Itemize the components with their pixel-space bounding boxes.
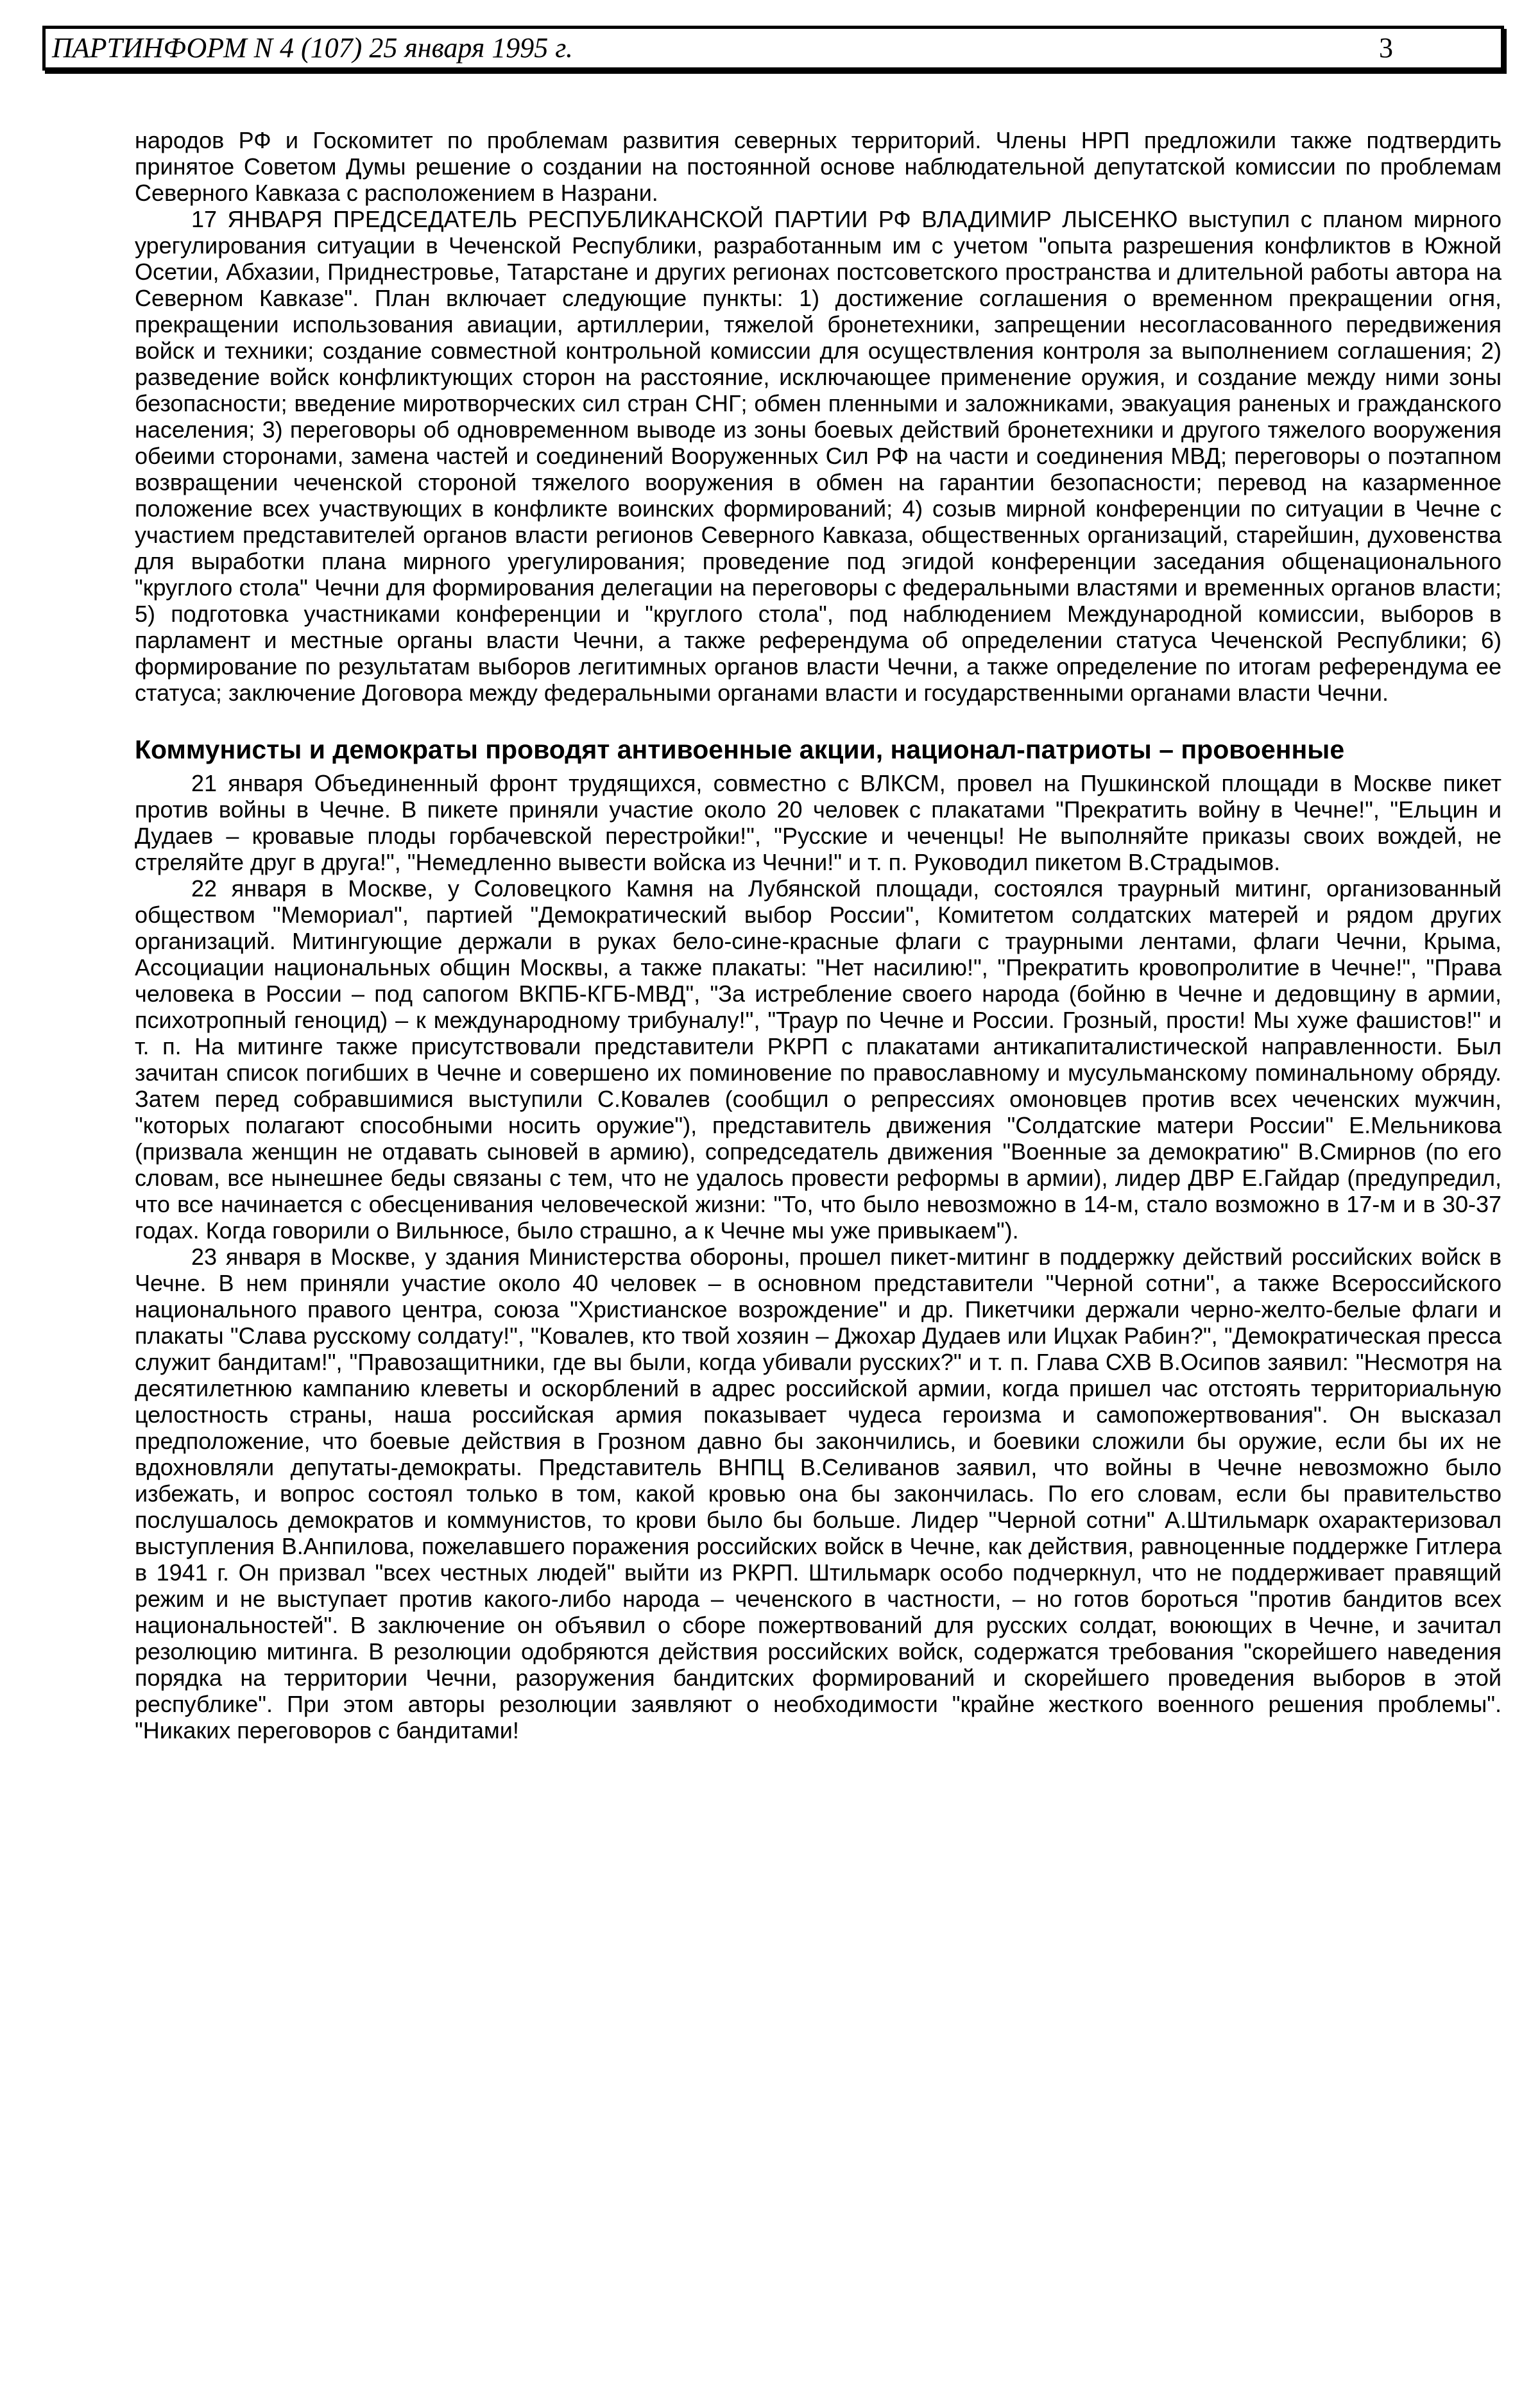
paragraph-continuation: народов РФ и Госкомитет по проблемам развития северных территорий. Члены НРП предложили также подтвердить принятое Советом Думы решение о создании на постоянной основе наблюдательной депутатской комиссии по проблемам Северного Кавказа с расположением в Назрани.: [135, 127, 1502, 206]
section-heading: Коммунисты и демократы проводят антивоенные акции, национал-патриоты – провоенные: [135, 735, 1345, 764]
page-header: [42, 26, 1504, 71]
publication-title: ПАРТИНФОРМ N 4 (107) 25 января 1995 г.: [52, 32, 573, 64]
paragraph-jan-23: 23 января в Москве, у здания Министерства обороны, прошел пикет-митинг в поддержку действий российских войск в Чечне. В нем приняли участие около 40 человек – в основном представители "Черной сотни", а также Всероссийского национального правого центра, союза "Христианское возрождение" и др. Пикетчики держали черно-желто-белые флаги и плакаты "Слава русскому солдату!", "Ковалев, кто твой хозяин – Джохар Дудаев или Ицхак Рабин?", "Демократическая пресса служит бандитам!", "Правозащитники, где вы были, когда убивали русских?" и т. п. Глава СХВ В.Осипов заявил: "Несмотря на десятилетнюю кампанию клеветы и оскорблений в адрес российской армии, когда пришел час отстоять территориальную целостность страны, наша российская армия показывает чудеса героизма и самопожертвования". Он высказал предположение, что боевые действия в Грозном давно бы закончились, и боевики сложили бы оружие, если бы их не вдохновляли депутаты-демократы. Представитель ВНПЦ В.Селиванов заявил, что войны в Чечне невозможно было избежать, и вопрос состоял только в том, какой кровью она бы закончилась. По его словам, если бы правительство послушалось демократов и коммунистов, то крови было бы больше. Лидер "Черной сотни" А.Штильмарк охарактеризовал выступления В.Анпилова, пожелавшего поражения российских войск в Чечне, как действия, равноценные поддержке Гитлера в 1941 г. Он призвал "всех честных людей" выйти из РКРП. Штильмарк особо подчеркнул, что не поддерживает правящий режим и не выступает против какого-либо народа – чеченского в частности, – но готов бороться "против бандитов всех национальностей". В заключение он объявил о сборе пожертвований для русских солдат, воюющих в Чечне, и зачитал резолюцию митинга. В резолюции одобряются действия российских войск, содержатся требования "скорейшего наведения порядка на территории Чечни, разоружения бандитских формирований и скорейшего проведения выборов в этой республике". При этом авторы резолюции заявляют о необходимости "крайне жесткого военного решения проблемы". "Никаких переговоров с бандитами!: [135, 1244, 1502, 1744]
article-body: [135, 127, 1502, 1744]
page-number: 3: [1379, 32, 1393, 64]
paragraph-lysenko-plan: 17 ЯНВАРЯ ПРЕДСЕДАТЕЛЬ РЕСПУБЛИКАНСКОЙ ПАРТИИ РФ ВЛАДИМИР ЛЫСЕНКО выступил с планом мирного урегулирования ситуации в Чеченской Республики, разработанным им с учетом "опыта разрешения конфликтов в Южной Осетии, Абхазии, Приднестровье, Татарстане и других регионах постсоветского пространства и длительной работы автора на Северном Кавказе". План включает следующие пункты: 1) достижение соглашения о временном прекращении огня, прекращении использования авиации, артиллерии, тяжелой бронетехники, запрещении несогласованного передвижения войск и техники; создание совместной контрольной комиссии для осуществления контроля за выполнением соглашения; 2) разведение войск конфликтующих сторон на расстояние, исключающее применение оружия, и создание между ними зоны безопасности; введение миротворческих сил стран СНГ; обмен пленными и заложниками, эвакуация раненых и гражданского населения; 3) переговоры об одновременном выводе из зоны боевых действий бронетехники и другого тяжелого вооружения обеими сторонами, замена частей и соединений Вооруженных Сил РФ на части и соединения МВД; переговоры о поэтапном возвращении чеченской стороной тяжелого вооружения в обмен на гарантии безопасности; перевод на казарменное положение всех участвующих в конфликте воинских формирований; 4) созыв мирной конференции по ситуации в Чечне с участием представителей органов власти регионов Северного Кавказа, общественных организаций, старейшин, духовенства для выработки плана мирного урегулирования; проведение под эгидой конференции заседания общенационального "круглого стола" Чечни для формирования делегации на переговоры с федеральными властями и временных органов власти; 5) подготовка участниками конференции и "круглого стола", под наблюдением Международной комиссии, выборов в парламент и местные органы власти Чечни, а также референдума об определении статуса Чеченской Республики; 6) формирование по результатам выборов легитимных органов власти Чечни, а также определение по итогам референдума ее статуса; заключение Договора между федеральными органами власти и государственными органами власти Чечни.: [135, 206, 1502, 706]
paragraph-jan-22: 22 января в Москве, у Соловецкого Камня на Лубянской площади, состоялся траурный митинг, организованный обществом "Мемориал", партией "Демократический выбор России", Комитетом солдатских матерей и рядом других организаций. Митингующие держали в руках бело-сине-красные флаги с траурными лентами, флаги Чечни, Крыма, Ассоциации национальных общин Москвы, а также плакаты: "Нет насилию!", "Прекратить кровопролитие в Чечне!", "Права человека в России – под сапогом ВКПБ-КГБ-МВД", "За истребление своего народа (бойню в Чечне и дедовщину в армии, психотропный геноцид) – к международному трибуналу!", "Траур по Чечне и России. Грозный, прости! Мы хуже фашистов!" и т. п. На митинге также присутствовали представители РКРП с плакатами антикапиталистической направленности. Был зачитан список погибших в Чечне и совершено их поминовение по православному и мусульманскому поминальному обряду. Затем перед собравшимися выступили С.Ковалев (сообщил о репрессиях омоновцев против всех чеченских мужчин, "которых полагают способными носить оружие"), представитель движения "Солдатские матери России" Е.Мельникова (призвала женщин не отдавать сыновей в армию), сопредседатель движения "Военные за демократию" В.Смирнов (по его словам, все нынешнее беды связаны с тем, что не удалось провести реформы в армии), лидер ДВР Е.Гайдар (предупредил, что все начинается с обесценивания человеческой жизни: "То, что было невозможно в 14-м, стало возможно в 17-м и в 30-37 годах. Когда говорили о Вильнюсе, было страшно, а к Чечне мы уже привыкаем").: [135, 875, 1502, 1244]
paragraph-jan-21: 21 января Объединенный фронт трудящихся, совместно с ВЛКСМ, провел на Пушкинской площади в Москве пикет против войны в Чечне. В пикете приняли участие около 20 человек с плакатами "Прекратить войну в Чечне!", "Ельцин и Дудаев – кровавые плоды горбачевской перестройки!", "Русские и чеченцы! Не выполняйте приказы своих вождей, не стреляйте друг в друга!", "Немедленно вывести войска из Чечни!" и т. п. Руководил пикетом В.Страдымов.: [135, 770, 1502, 875]
